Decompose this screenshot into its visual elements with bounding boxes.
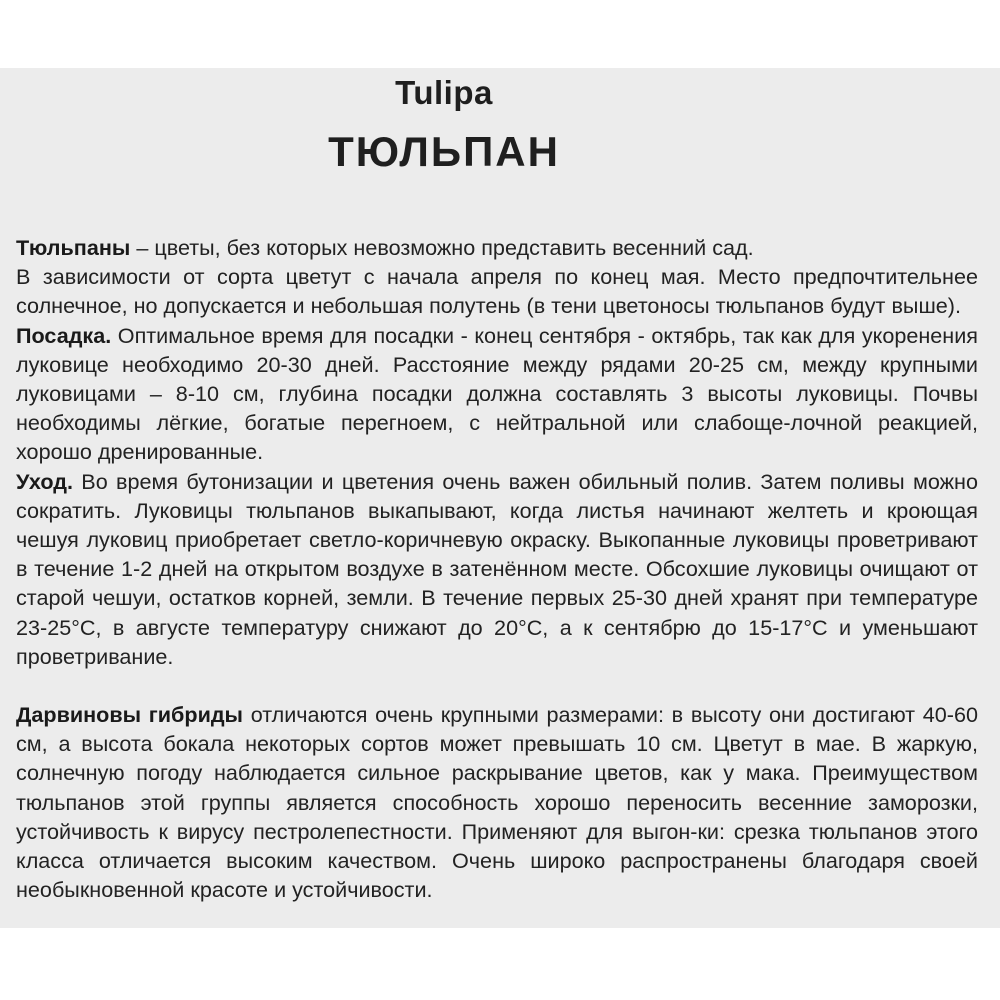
planting-paragraph xyxy=(16,321,978,467)
latin-name-title: Tulipa xyxy=(395,74,493,111)
intro-bold-term: Тюльпаны xyxy=(16,235,131,260)
planting-text: Оптимальное время для посадки - конец сентября - октябрь, так как для укоренения луковице необходимо 20-30 дней. Расстояние между рядами 20-25 см, между крупными луковицами – 8-10 см, глубина посадки должна составлять 3 высоты луковицы. Почвы необходимы лёгкие, богатые перегноем, с нейтральной или слабоще-лочной реакцией, хорошо дренированные. xyxy=(16,322,978,465)
russian-name-title: ТЮЛЬПАН xyxy=(328,128,560,175)
paragraph-gap xyxy=(16,671,978,700)
care-paragraph xyxy=(16,467,978,671)
care-heading: Уход. xyxy=(16,468,73,494)
planting-heading: Посадка. xyxy=(16,322,112,348)
intro-paragraph-2: В зависимости от сорта цветут с начала апреля по конец мая. Место предпочтительнее солнечное, но допускается и небольшая полутень (в тени цветоносы тюльпанов будут выше). xyxy=(16,264,978,319)
darwin-paragraph xyxy=(16,700,978,904)
darwin-text: отличаются очень крупными размерами: в высоту они достигают 40-60 см, а высота бокала некоторых сортов может превышать 10 см. Цветут в мае. В жаркую, солнечную погоду наблюдается сильное раскрывание цветов, как у мака. Преимуществом тюльпанов этой группы является способность хорошо переносить весенние заморозки, устойчивость к вирусу пестролепестности. Применяют для выгон-ки: срезка тюльпанов этого класса отличается высоким качеством. Очень широко распространены благодаря своей необыкновенной красоте и устойчивости. xyxy=(16,702,978,903)
intro-text: – цветы, без которых невозможно представить весенний сад. xyxy=(130,235,754,260)
description-text xyxy=(16,233,978,904)
intro-paragraph xyxy=(16,233,978,262)
darwin-heading: Дарвиновы гибриды xyxy=(16,702,243,728)
seed-packet-card xyxy=(0,68,1000,928)
care-text: Во время бутонизации и цветения очень важен обильный полив. Затем поливы можно сократить. Луковицы тюльпанов выкапывают, когда листья начинают желтеть и кроющая чешуя луковиц приобретает светло-коричневую окраску. Выкопанные луковицы проветривают в течение 1-2 дней на открытом воздухе в затенённом месте. Обсохшие луковицы очищают от старой чешуи, остатков корней, земли. В течение первых 25-30 дней хранят при температуре 23-25°С, в августе температуру снижают до 20°С, а к сентябрю до 15-17°С и уменьшают проветривание. xyxy=(16,468,978,669)
